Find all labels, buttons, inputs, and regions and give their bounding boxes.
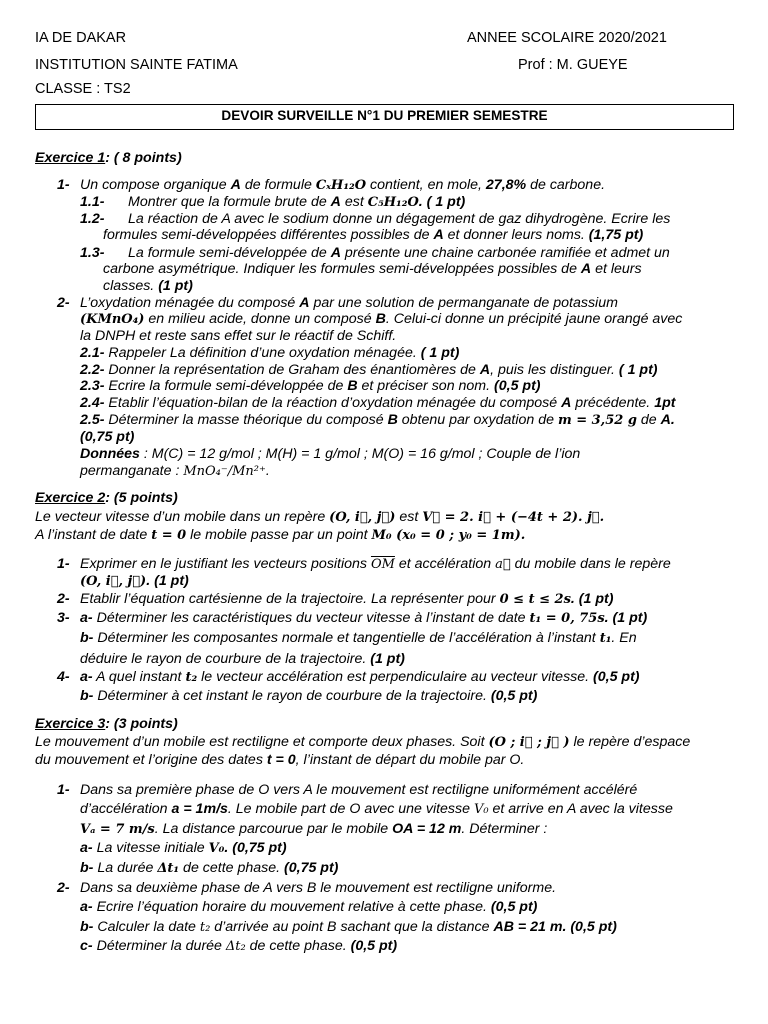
question-text: carbone asymétrique. Indiquer les formules semi-développées possibles de A et leurs xyxy=(103,261,642,277)
exercise-intro: Le vecteur vitesse d’un mobile dans un repère (O, i⃗, j⃗) est V⃗ = 2. i⃗ + (−4t + 2). j⃗. xyxy=(35,509,605,525)
question-text: Exprimer en le justifiant les vecteurs positions $\overline{OM}$ et accélération a⃗ du mobile dans le repère xyxy=(80,556,671,572)
question-text: Montrer que la formule brute de A est C₅H₁₂O. ( 1 pt) xyxy=(128,194,466,210)
class-name: CLASSE : TS2 xyxy=(35,81,131,97)
exercise-intro: Le mouvement d’un mobile est rectiligne et comporte deux phases. Soit (O ; i⃗ ; j⃗ ) le repère d’espace xyxy=(35,734,691,750)
question-text: La réaction de A avec le sodium donne un dégagement de gaz dihydrogène. Ecrire les xyxy=(128,211,671,227)
exercise-3-heading: Exercice 3: (3 points) xyxy=(35,716,178,732)
question-number: 4- xyxy=(57,669,70,685)
exercise-intro: A l’instant de date t = 0 le mobile passe par un point M₀ (x₀ = 0 ; y₀ = 1m). xyxy=(35,527,526,543)
question-text: la DNPH et reste sans effet sur le réactif de Schiff. xyxy=(80,328,397,344)
question-text: L’oxydation ménagée du composé A par une solution de permanganate de potassium xyxy=(80,295,618,311)
teacher-name: Prof : M. GUEYE xyxy=(518,57,628,73)
institution-name: INSTITUTION SAINTE FATIMA xyxy=(35,57,238,73)
question-text: b- Déterminer les composantes normale et tangentielle de l’accélération à l’instant t₁. En xyxy=(80,630,637,646)
question-text: b- Déterminer à cet instant le rayon de courbure de la trajectoire. (0,5 pt) xyxy=(80,688,538,704)
question-text: La formule semi-développée de A présente une chaine carbonée ramifiée et admet un xyxy=(128,245,670,261)
exercise-1-heading: Exercice 1: ( 8 points) xyxy=(35,150,182,166)
exercise-2-heading: Exercice 2: (5 points) xyxy=(35,490,178,506)
question-text: déduire le rayon de courbure de la trajectoire. (1 pt) xyxy=(80,651,405,667)
question-text: a- A quel instant t₂ le vecteur accélération est perpendiculaire au vecteur vitesse. (0,5 pt) xyxy=(80,669,640,685)
question-number: 1.2- xyxy=(80,211,105,227)
question-text: Vₐ = 7 m/s. La distance parcourue par le mobile OA = 12 m. Déterminer : xyxy=(80,821,548,837)
school-authority: IA DE DAKAR xyxy=(35,30,127,46)
question-text: Dans sa deuxième phase de A vers B le mouvement est rectiligne uniforme. xyxy=(80,880,557,896)
exercise-intro: du mouvement et l’origine des dates t = 0, l’instant de départ du mobile par O. xyxy=(35,752,525,768)
question-text: a- Ecrire l’équation horaire du mouvement relative à cette phase. (0,5 pt) xyxy=(80,899,538,915)
question-number: 2- xyxy=(57,295,70,311)
page-title: DEVOIR SURVEILLE N°1 DU PREMIER SEMESTRE xyxy=(35,104,734,130)
question-text: classes. (1 pt) xyxy=(103,278,193,294)
given-data: Données : M(C) = 12 g/mol ; M(H) = 1 g/mol ; M(O) = 16 g/mol ; Couple de l’ion xyxy=(80,446,581,462)
question-text: 2.1- Rappeler La définition d’une oxydation ménagée. ( 1 pt) xyxy=(80,345,460,361)
question-number: 2- xyxy=(57,880,70,896)
question-text: 2.4- Etablir l’équation-bilan de la réaction d’oxydation ménagée du composé A précédente. 1pt xyxy=(80,395,676,411)
question-text: d’accélération a = 1m/s. Le mobile part de O avec une vitesse V₀ et arrive en A avec la vitesse xyxy=(80,801,673,817)
question-number: 1.3- xyxy=(80,245,105,261)
given-data: permanganate : MnO₄⁻/Mn²⁺. xyxy=(80,463,270,479)
question-number: 2- xyxy=(57,591,70,607)
question-text: b- Calculer la date t₂ d’arrivée au point B sachant que la distance AB = 21 m. (0,5 pt) xyxy=(80,919,617,935)
question-text: a- Déterminer les caractéristiques du vecteur vitesse à l’instant de date t₁ = 0, 75s. (1 pt) xyxy=(80,610,648,626)
question-text: formules semi-développées différentes possibles de A et donner leurs noms. (1,75 pt) xyxy=(103,227,644,243)
question-text: 2.2- Donner la représentation de Graham des énantiomères de A, puis les distinguer. ( 1 pt) xyxy=(80,362,658,378)
question-text: Etablir l’équation cartésienne de la trajectoire. La représenter pour 0 ≤ t ≤ 2s. (1 pt) xyxy=(80,591,614,607)
question-text: a- La vitesse initiale V₀. (0,75 pt) xyxy=(80,840,287,856)
question-text: 2.5- Déterminer la masse théorique du composé B obtenu par oxydation de m = 3,52 g de A. xyxy=(80,412,675,428)
question-number: 1- xyxy=(57,782,70,798)
question-number: 1.1- xyxy=(80,194,105,210)
question-number: 3- xyxy=(57,610,70,626)
question-text: c- Déterminer la durée Δt₂ de cette phase. (0,5 pt) xyxy=(80,938,398,954)
question-number: 1- xyxy=(57,556,70,572)
question-number: 1- xyxy=(57,177,70,193)
question-text: 2.3- Ecrire la formule semi-développée de B et préciser son nom. (0,5 pt) xyxy=(80,378,541,394)
question-text: (O, i⃗, j⃗). (1 pt) xyxy=(80,573,189,589)
question-text: b- La durée Δt₁ de cette phase. (0,75 pt) xyxy=(80,860,339,876)
question-points: (0,75 pt) xyxy=(80,429,135,445)
question-text: Dans sa première phase de O vers A le mouvement est rectiligne uniformément accéléré xyxy=(80,782,638,798)
question-text: Un compose organique A de formule CₓH₁₂O contient, en mole, 27,8% de carbone. xyxy=(80,177,606,193)
school-year: ANNEE SCOLAIRE 2020/2021 xyxy=(467,30,667,46)
question-text: (KMnO₄) en milieu acide, donne un composé B. Celui-ci donne un précipité jaune orangé avec xyxy=(80,311,683,327)
